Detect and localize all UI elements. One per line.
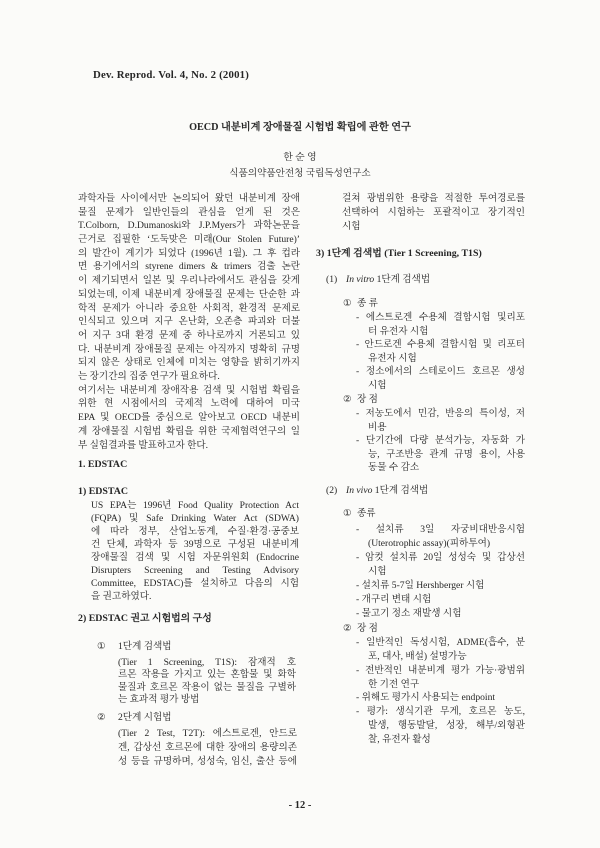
in-vitro-number: (1) bbox=[326, 274, 338, 285]
list-item bbox=[356, 593, 525, 607]
text-line: 걸쳐 광범위한 용량을 적절한 투여경로를 bbox=[342, 193, 525, 204]
list-item-text: - 설치류 3일 자궁비대반응시험 bbox=[356, 524, 525, 535]
list-item-text: - 물고기 정소 재발생 시험 bbox=[356, 608, 462, 619]
in-vitro-heading bbox=[0, 273, 600, 287]
text-line: 부 실험결과를 발표하고자 한다. bbox=[78, 439, 209, 451]
list-item bbox=[356, 691, 525, 705]
text-line: EPA 및 OECD를 중심으로 알아보고 OECD 내분비 bbox=[78, 412, 300, 424]
list-item-continuation: 비용 bbox=[368, 421, 387, 433]
list-item-text: - 저농도에서 민감, 반응의 특이성, 저 bbox=[356, 408, 525, 420]
text-line: 되었는데, 이제 내분비계 장애물질 문제는 단순한 과 bbox=[78, 288, 300, 300]
text-line: 을 권고하였다. bbox=[91, 590, 152, 602]
list-item-text: - 안드로겐 수용체 결합시험 및 리포터 bbox=[356, 339, 525, 351]
text-line: 과학자들 사이에서만 논의되어 왔던 내분비계 장애 bbox=[78, 193, 300, 204]
journal-citation: Dev. Reprod. Vol. 4, No. 2 (2001) bbox=[93, 69, 250, 81]
list-item-continuation: 터 유전자 시험 bbox=[368, 325, 429, 337]
list-item-text: - 전반적인 내분비계 평가 가능·광범위 bbox=[356, 664, 525, 676]
text-line: 계 장애물질 시험법 확립을 위한 국제협력연구의 일 bbox=[78, 425, 300, 437]
in-vitro-title bbox=[346, 273, 430, 287]
article-title: OECD 내분비계 장애물질 시험법 확립에 관한 연구 bbox=[189, 122, 411, 133]
list-item-continuation: 한 기전 연구 bbox=[368, 678, 420, 690]
tier-1-title: 1단계 검색법 bbox=[118, 641, 172, 652]
in-vivo-title-rest: 1단계 검색법 bbox=[374, 485, 429, 496]
list-item-text: - 설치류 5-7일 Hershberger 시험 bbox=[356, 580, 485, 591]
tier-2-description bbox=[118, 727, 297, 769]
text-line: 의 발간이 계기가 되었다 (1996년 1월). 그 후 컵라 bbox=[78, 247, 300, 259]
text-line: (Tier 1 Screening, T1S): 잠재적 호 bbox=[118, 656, 296, 668]
list-item-text: - 단기간에 다량 분석가능, 자동화 가 bbox=[356, 435, 525, 447]
in-vivo-number: (2) bbox=[326, 485, 338, 496]
in-vivo-advantages-marker: ② bbox=[343, 623, 352, 634]
in-vitro-types-heading bbox=[0, 297, 600, 311]
text-line: T.Colborn, D.Dumanoski와 J.P.Myers가 과학논문을 bbox=[78, 220, 300, 232]
text-line: 위한 현 시점에서의 국제적 노력에 대하여 미국 bbox=[78, 398, 300, 410]
in-vitro-types-list bbox=[356, 311, 525, 392]
list-item-continuation: 시험 bbox=[368, 379, 387, 391]
list-item bbox=[356, 523, 525, 551]
tier-2-marker: ② bbox=[97, 712, 106, 723]
list-item bbox=[356, 407, 525, 434]
list-item bbox=[356, 607, 525, 621]
text-line: 에 따라 정부, 산업노동계, 수질·환경·공중보 bbox=[91, 525, 299, 537]
text-line: 물질과 호르몬 작용이 없는 물질을 구별하 bbox=[118, 681, 296, 693]
list-item-continuation: 능, 구조반응 관계 규명 용이, 사용 bbox=[368, 448, 525, 460]
list-item-text: - 평가: 생식기관 무게, 호르몬 농도, bbox=[356, 706, 525, 718]
text-line: 근거로 집필한 ‘도둑맞은 미래(Our Stolen Future)’ bbox=[78, 234, 300, 246]
list-item-continuation: 유전자 시험 bbox=[368, 352, 417, 364]
subsection-1-heading: 1) EDSTAC bbox=[78, 486, 129, 497]
list-item-text: - 암컷 설치류 20일 성성숙 및 갑상선 bbox=[356, 552, 525, 563]
text-line: 건 단체, 과학자 등 39명으로 구성된 내분비계 bbox=[91, 538, 299, 550]
list-item-continuation: 찰, 유전자 활성 bbox=[368, 734, 431, 746]
tier-2-title: 2단계 시험법 bbox=[118, 712, 172, 723]
text-line: 는 효과적 평가 방법 bbox=[118, 694, 200, 706]
in-vitro-advantages-heading bbox=[0, 393, 600, 407]
text-line: 여기서는 내분비계 장애작용 검색 및 시험법 확립을 bbox=[78, 384, 300, 396]
list-item-text: - 정소에서의 스테로이드 호르몬 생성 bbox=[356, 366, 525, 378]
in-vivo-advantages-heading bbox=[0, 622, 600, 636]
text-line: 장애물질 검색 및 시험 자문위원회 (Endocrine bbox=[91, 551, 299, 563]
list-item bbox=[356, 705, 525, 747]
section-1-heading: 1. EDSTAC bbox=[78, 459, 128, 470]
author-name: 한 순 영 bbox=[283, 152, 317, 163]
subsection-2-heading: 2) EDSTAC 권고 시험법의 구성 bbox=[78, 613, 212, 624]
tier-1-marker: ① bbox=[97, 641, 106, 652]
list-item bbox=[356, 434, 525, 475]
list-item-continuation: 시험 bbox=[368, 566, 387, 577]
list-item-continuation: (Uterotrophic assay)(피하투여) bbox=[368, 538, 491, 549]
text-line: 시험 bbox=[342, 221, 361, 232]
in-vitro-term: In vitro bbox=[346, 274, 375, 285]
page-number: - 12 - bbox=[288, 800, 312, 811]
in-vivo-advantages-list bbox=[356, 636, 525, 747]
text-line: 성 등을 규명하며, 성성숙, 임신, 출산 등에 bbox=[118, 756, 297, 767]
list-item bbox=[356, 311, 525, 338]
list-item-continuation: 포, 대사, 배설) 설명가능 bbox=[368, 650, 467, 662]
intro-paragraph-1 bbox=[78, 192, 300, 384]
in-vitro-advantages-marker: ② bbox=[343, 394, 352, 405]
in-vitro-advantages-label: 장 점 bbox=[357, 394, 378, 405]
in-vitro-types-marker: ① bbox=[343, 298, 352, 309]
list-item bbox=[356, 551, 525, 579]
in-vitro-title-rest: 1단계 검색법 bbox=[376, 274, 431, 285]
text-line: Committee, EDSTAC)를 설치하고 다음의 시험 bbox=[91, 577, 299, 589]
in-vivo-advantages-label: 장 점 bbox=[357, 623, 378, 634]
text-line: 르몬 작용을 가지고 있는 혼합물 및 화학 bbox=[118, 669, 296, 681]
author-affiliation: 식품의약품안전청 국립독성연구소 bbox=[229, 168, 371, 179]
in-vivo-types-list bbox=[356, 523, 525, 621]
in-vitro-advantages-list bbox=[356, 407, 525, 475]
text-line: 학적 문제가 아니라 중요한 사회적, 환경적 문제로 bbox=[78, 302, 300, 314]
text-line: 는 장기간의 집중 연구가 필요하다. bbox=[78, 370, 220, 382]
in-vivo-types-label: 종류 bbox=[357, 508, 376, 519]
in-vivo-types-marker: ① bbox=[343, 508, 352, 519]
text-line: 면 용기에서의 styrene dimers & trimers 검출 논란 bbox=[78, 261, 300, 273]
list-item bbox=[356, 579, 525, 593]
list-item bbox=[356, 338, 525, 365]
text-line: 어 지구 3대 환경 문제 중 하나로까지 거론되고 있 bbox=[78, 329, 300, 341]
text-line: 이 제기되면서 일본 및 우리나라에서도 관심을 갖게 bbox=[78, 275, 300, 287]
text-line: 물질 문제가 일반인들의 관심을 얻게 된 것은 bbox=[78, 206, 300, 218]
subsection-3-heading: 3) 1단계 검색법 (Tier 1 Screening, T1S) bbox=[316, 248, 482, 259]
list-item bbox=[356, 636, 525, 664]
list-item bbox=[356, 365, 525, 392]
text-line: 되지 않은 상태로 인체에 미치는 영향을 밝히기까지 bbox=[78, 357, 300, 369]
in-vivo-term: In vivo bbox=[346, 485, 373, 496]
in-vivo-types-heading bbox=[0, 507, 600, 521]
in-vivo-title bbox=[346, 484, 428, 498]
list-item-continuation: 발생, 행동발달, 성장, 해부/외형관 bbox=[368, 720, 525, 732]
text-line: 다. 내분비계 장애물질 문제는 아직까지 명확히 규명 bbox=[78, 343, 300, 355]
text-line: US EPA는 1996년 Food Quality Protection Act bbox=[91, 499, 299, 511]
list-item-text: - 개구리 변태 시험 bbox=[356, 594, 432, 605]
text-line: (FQPA) 및 Safe Drinking Water Act (SDWA) bbox=[91, 512, 299, 524]
list-item-text: - 일반적인 독성시험, ADME(흡수, 분 bbox=[356, 637, 525, 648]
text-line: Disrupters Screening and Testing Advisory bbox=[91, 564, 299, 576]
text-line: (Tier 2 Test, T2T): 에스트로겐, 안드로 bbox=[118, 728, 297, 739]
text-line: 선택하여 시험하는 포괄적이고 장기적인 bbox=[342, 207, 525, 218]
list-item-text: - 에스트로겐 수용체 결합시험 및리포 bbox=[356, 312, 525, 324]
tier-2-description-continued bbox=[342, 192, 525, 234]
in-vitro-types-label: 종 류 bbox=[357, 298, 378, 309]
list-item-text: - 위해도 평가시 사용되는 endpoint bbox=[356, 692, 496, 704]
in-vivo-heading bbox=[0, 484, 600, 498]
tier-1-description bbox=[118, 657, 296, 707]
text-line: 겐, 갑상선 호르몬에 대한 장애의 용량의존 bbox=[118, 742, 297, 753]
text-line: 인식되고 있으며 지구 온난화, 오존층 파괴와 더불 bbox=[78, 316, 300, 328]
list-item bbox=[356, 664, 525, 692]
list-item-continuation: 동물 수 감소 bbox=[368, 462, 420, 474]
